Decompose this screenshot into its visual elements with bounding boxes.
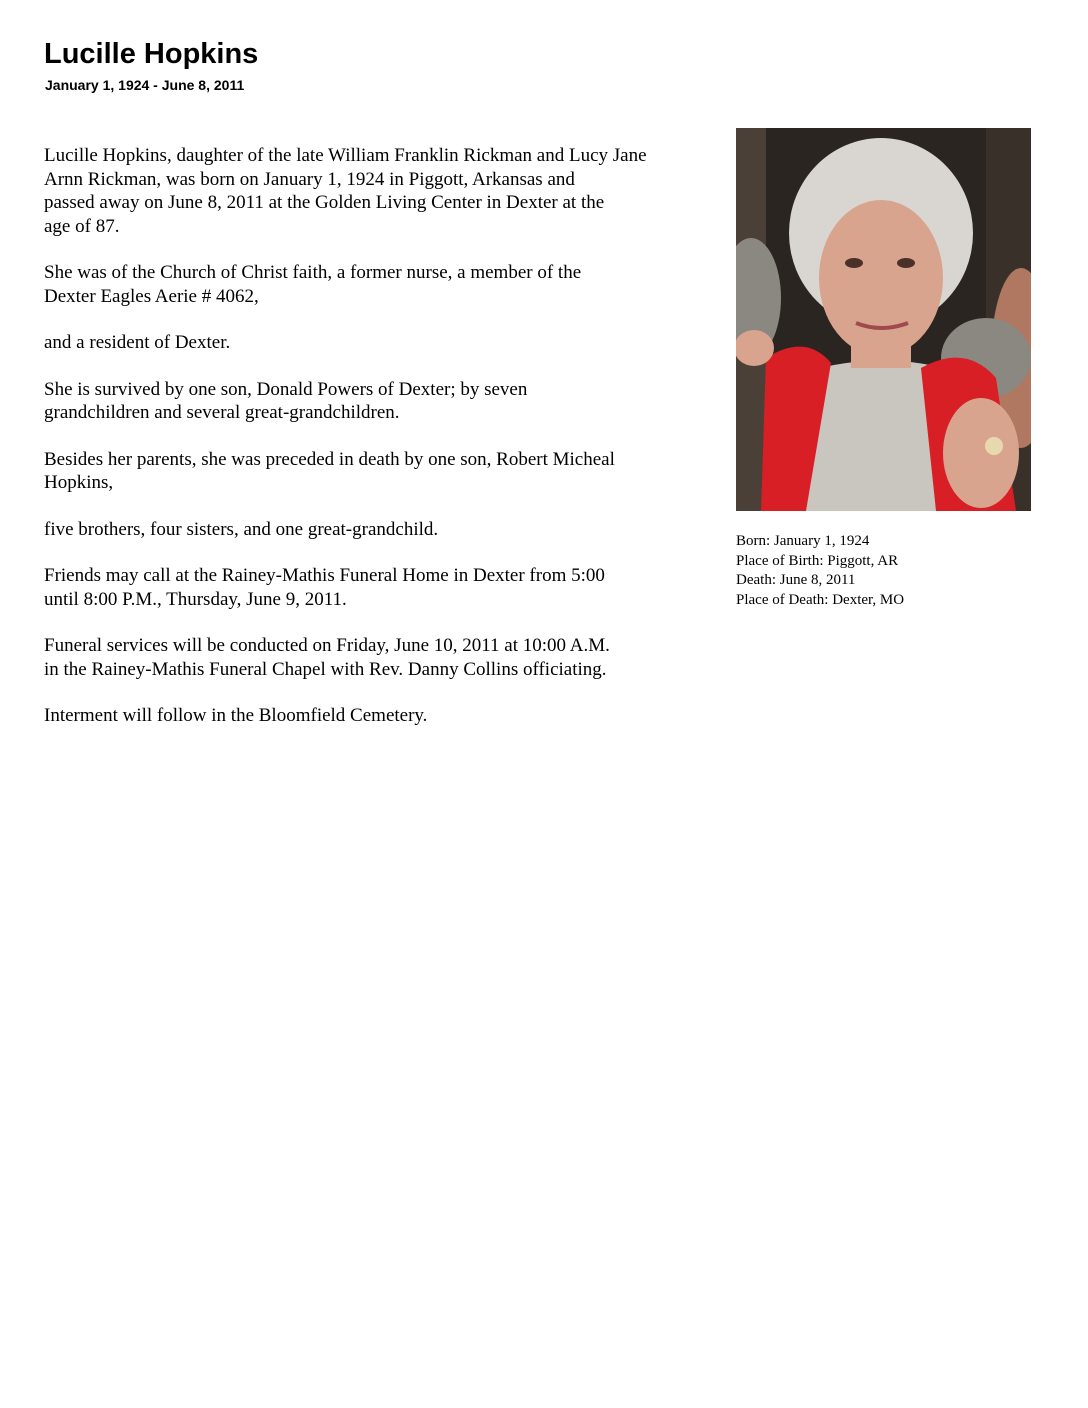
paragraph-services: Funeral services will be conducted on Friday, June 10, 2011 at 10:00 A.M. in the Rainey-Mathis Funeral Chapel with Rev. Danny Collins officiating. bbox=[44, 635, 610, 680]
death-place: Place of Death: Dexter, MO bbox=[736, 591, 905, 608]
paragraph-faith: She was of the Church of Christ faith, a former nurse, a member of the Dexter Eagles Aerie # 4062, bbox=[44, 262, 582, 307]
paragraph-preceded: Besides her parents, she was preceded in death by one son, Robert Micheal Hopkins, bbox=[44, 448, 615, 493]
paragraph-biography: Lucille Hopkins, daughter of the late William Franklin Rickman and Lucy Jane Arnn Rickman, was born on January 1, 1924 in Piggott, Arkansas and passed away on June 8, 2011 at the Golden Living Center in Dexter at the age of 87. bbox=[44, 145, 647, 237]
paragraph-residence: and a resident of Dexter. bbox=[44, 332, 231, 353]
birth-place: Place of Birth: Piggott, AR bbox=[736, 552, 899, 569]
obituary-header bbox=[44, 36, 258, 94]
obituary-body bbox=[44, 144, 744, 751]
death-date: Death: June 8, 2011 bbox=[736, 572, 856, 588]
page-title: Lucille Hopkins bbox=[44, 38, 259, 70]
life-dates: January 1, 1924 - June 8, 2011 bbox=[45, 77, 245, 93]
birth-date: Born: January 1, 1924 bbox=[736, 533, 870, 549]
vital-facts bbox=[736, 532, 904, 610]
paragraph-survivors: She is survived by one son, Donald Powers of Dexter; by seven grandchildren and several great-grandchildren. bbox=[44, 378, 528, 423]
paragraph-siblings: five brothers, four sisters, and one great-grandchild. bbox=[44, 518, 439, 540]
portrait-photo bbox=[736, 128, 1031, 511]
paragraph-visitation: Friends may call at the Rainey-Mathis Funeral Home in Dexter from 5:00 until 8:00 P.M., Thursday, June 9, 2011. bbox=[44, 565, 605, 610]
paragraph-interment: Interment will follow in the Bloomfield Cemetery. bbox=[44, 705, 428, 726]
